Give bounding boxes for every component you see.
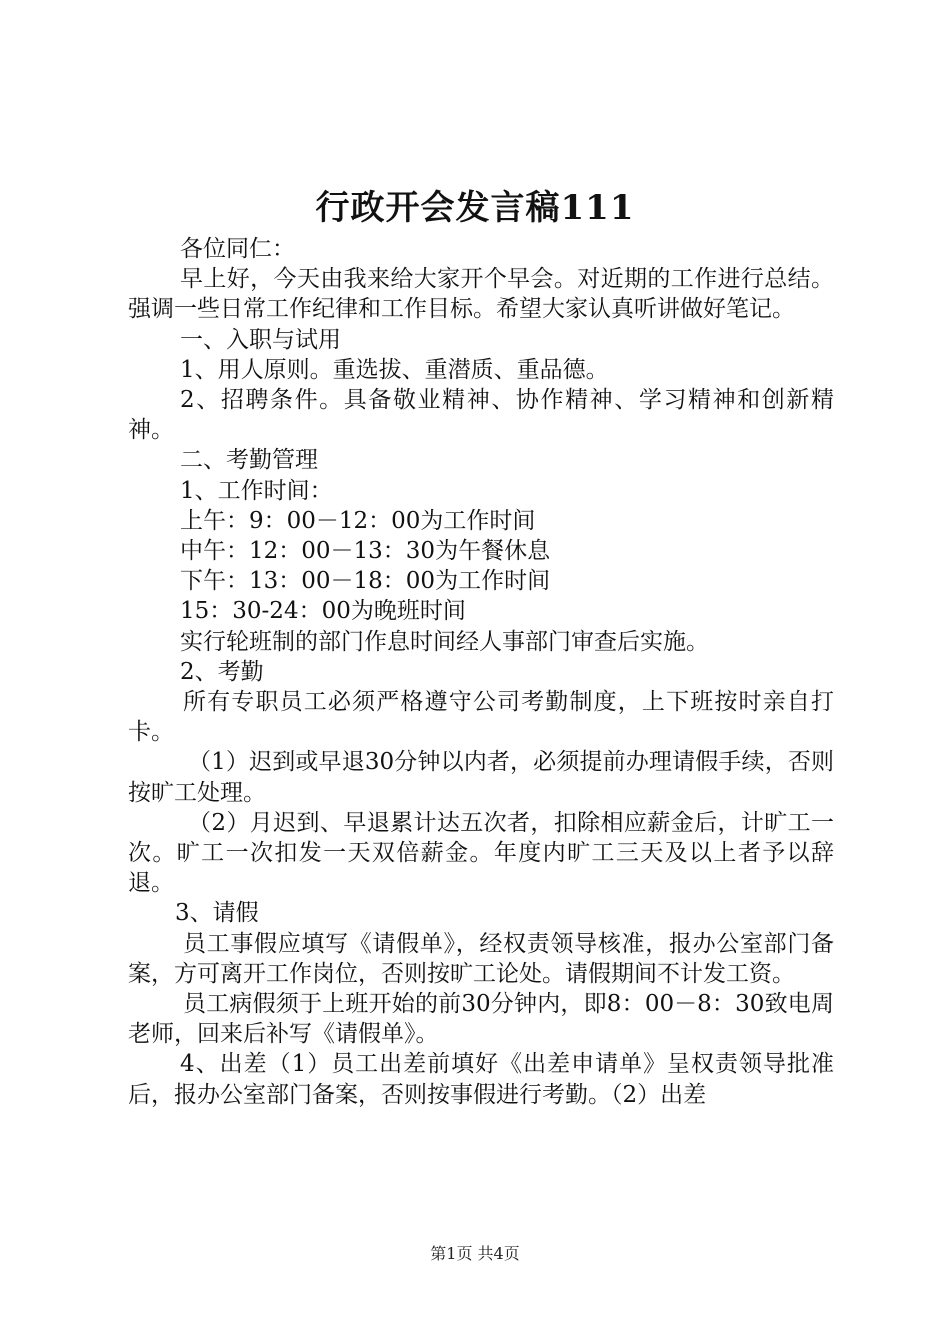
document-body [128, 234, 834, 1110]
paragraph-morning-hours: 上午：9：00－12：00为工作时间 [180, 507, 536, 534]
paragraph-business-trip: 4、出差（1）员工出差前填好《出差申请单》呈权责领导批准后，报办公室部门备案，否则按事假进行考勤。（2）出差 [128, 1051, 834, 1108]
paragraph-late-rule-2: （2）月迟到、早退累计达五次者，扣除相应薪金后，计旷工一次。旷工一次扣发一天双倍薪金。年度内旷工三天及以上者予以辞退。 [128, 809, 834, 897]
paragraph-hiring-conditions: 2、招聘条件。具备敬业精神、协作精神、学习精神和创新精神。 [128, 387, 834, 444]
paragraph-leave-heading: 3、请假 [175, 900, 259, 927]
paragraph-sick-leave: 员工病假须于上班开始的前30分钟内，即8：00－8：30致电周老师，回来后补写《请假单》。 [128, 991, 834, 1048]
paragraph-late-rule-1: （1）迟到或早退30分钟以内者，必须提前办理请假手续，否则按旷工处理。 [128, 749, 834, 806]
paragraph-intro: 早上好，今天由我来给大家开个早会。对近期的工作进行总结。强调一些日常工作纪律和工作目标。希望大家认真听讲做好笔记。 [128, 266, 834, 323]
page-number: 第1页 共4页 [430, 1244, 520, 1263]
paragraph-greeting: 各位同仁： [180, 236, 295, 262]
section-heading-onboarding: 一、入职与试用 [180, 326, 341, 353]
paragraph-personal-leave: 员工事假应填写《请假单》，经权责领导核准，报办公室部门备案，方可离开工作岗位，否则按旷工论处。请假期间不计发工资。 [128, 930, 834, 987]
paragraph-noon-hours: 中午：12：00－13：30为午餐休息 [180, 538, 551, 565]
section-heading-attendance: 二、考勤管理 [180, 447, 318, 474]
paragraph-afternoon-hours: 下午：13：00－18：00为工作时间 [180, 568, 551, 595]
paragraph-work-hours-heading: 1、工作时间： [180, 477, 333, 504]
paragraph-hiring-principle: 1、用人原则。重选拔、重潜质、重品德。 [180, 356, 609, 383]
paragraph-night-shift: 15：30-24：00为晚班时间 [180, 598, 466, 625]
paragraph-attendance-rule: 所有专职员工必须严格遵守公司考勤制度，上下班按时亲自打卡。 [128, 689, 834, 746]
document-title: 行政开会发言稿111 [315, 188, 635, 228]
paragraph-shift-rule: 实行轮班制的部门作息时间经人事部门审查后实施。 [180, 628, 709, 655]
paragraph-attendance-heading: 2、考勤 [180, 658, 264, 685]
